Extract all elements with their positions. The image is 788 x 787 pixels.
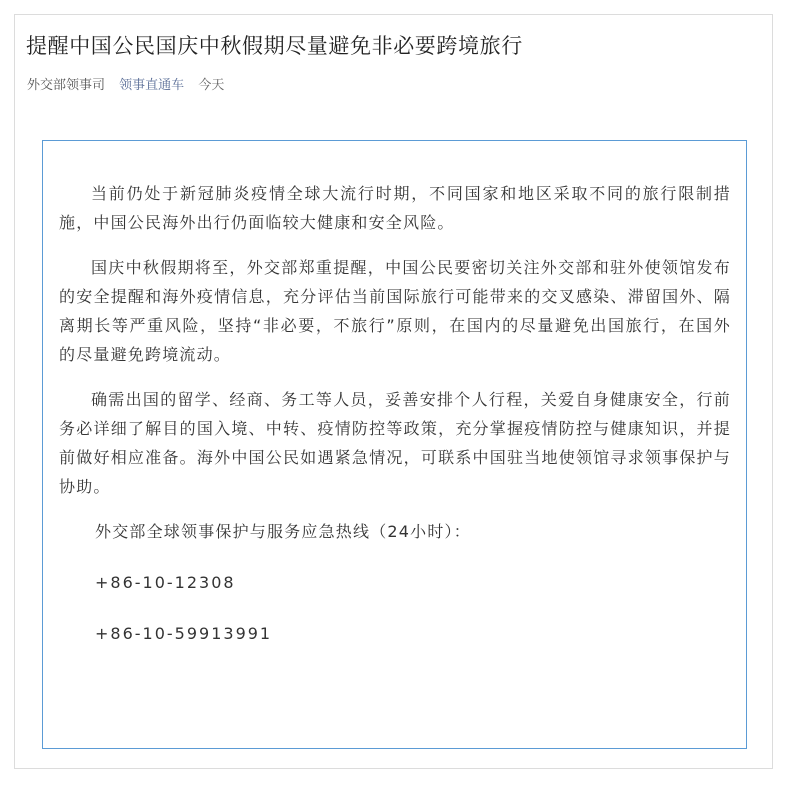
hotline-label: 外交部全球领事保护与服务应急热线（24小时）： bbox=[95, 522, 471, 541]
notice-box bbox=[42, 140, 747, 749]
notice-paragraph: 当前仍处于新冠肺炎疫情全球大流行时期，不同国家和地区采取不同的旅行限制措施，中国公民海外出行仍面临较大健康和安全风险。 bbox=[59, 184, 731, 232]
publish-date: 今天 bbox=[198, 78, 225, 93]
notice-body bbox=[59, 179, 731, 670]
notice-paragraph: 国庆中秋假期将至，外交部郑重提醒，中国公民要密切关注外交部和驻外使领馆发布的安全提醒和海外疫情信息，充分评估当前国际旅行可能带来的交叉感染、滞留国外、隔离期长等严重风险，坚持“非必要，不旅行”原则，在国内的尽量避免出国旅行，在国外的尽量避免跨境流动。 bbox=[59, 258, 731, 364]
hotline-number[interactable]: +86-10-59913991 bbox=[95, 624, 273, 643]
article-author: 外交部领事司 bbox=[27, 78, 106, 93]
article-title: 提醒中国公民国庆中秋假期尽量避免非必要跨境旅行 bbox=[26, 34, 523, 58]
account-link[interactable]: 领事直通车 bbox=[119, 78, 185, 93]
notice-paragraph: 确需出国的留学、经商、务工等人员，妥善安排个人行程，关爱自身健康安全，行前务必详细了解目的国入境、中转、疫情防控等政策，充分掌握疫情防控与健康知识，并提前做好相应准备。海外中国公民如遇紧急情况，可联系中国驻当地使领馆寻求领事保护与协助。 bbox=[59, 390, 731, 496]
article-meta bbox=[27, 77, 234, 95]
hotline-number[interactable]: +86-10-12308 bbox=[95, 573, 236, 592]
